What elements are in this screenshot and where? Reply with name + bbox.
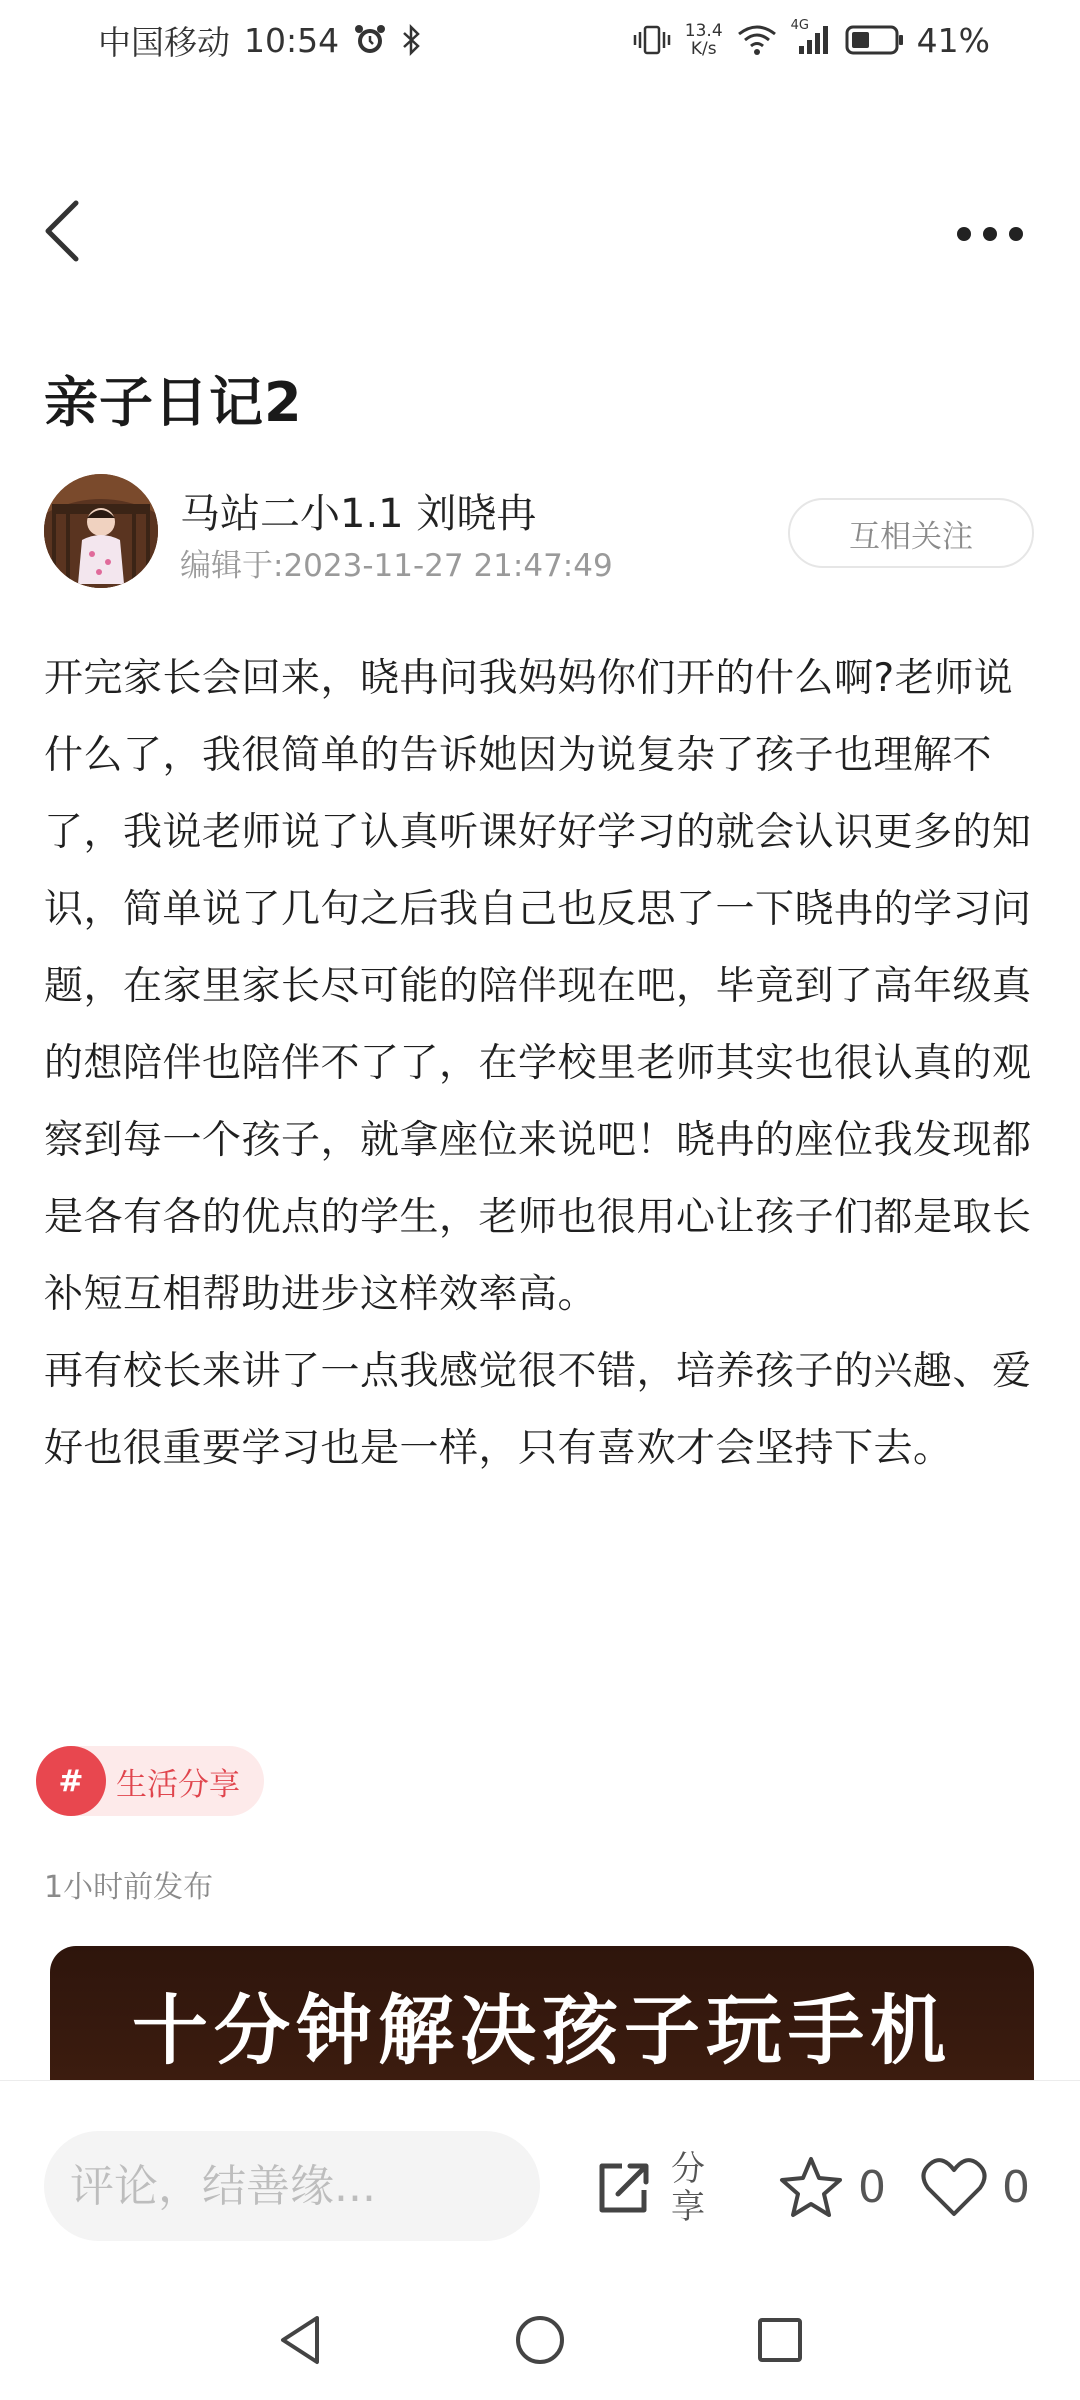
- share-icon: [594, 2158, 654, 2218]
- back-button[interactable]: [32, 196, 92, 266]
- follow-button[interactable]: 互相关注: [788, 498, 1034, 568]
- status-left: [98, 17, 423, 64]
- hashtag-icon: #: [36, 1746, 106, 1816]
- edit-time: 编辑于:2023-11-27 21:47:49: [180, 548, 613, 584]
- clock: 10:54: [244, 20, 340, 60]
- post-paragraph: 开完家长会回来，晓冉问我妈妈你们开的什么啊?老师说什么了，我很简单的告诉她因为说复杂了孩子也理解不了，我说老师说了认真听课好好学习的就会认识更多的知识，简单说了几句之后我自己也反思了一下晓冉的学习问题，在家里家长尽可能的陪伴现在吧，毕竟到了高年级真的想陪伴也陪伴不了了，在学校里老师其实也很认真的观察到每一个孩子，就拿座位来说吧！晓冉的座位我发现都是各有各的优点的学生，老师也很用心让孩子们都是取长补短互相帮助进步这样效率高。: [44, 656, 1032, 1317]
- status-right: [633, 18, 990, 60]
- system-back-button[interactable]: [260, 2300, 340, 2380]
- battery-percent: 41%: [916, 20, 990, 60]
- favorite-button[interactable]: [778, 2147, 886, 2227]
- alarm-icon: [353, 23, 387, 57]
- more-dots-icon: [983, 227, 997, 241]
- star-icon: [778, 2155, 844, 2219]
- topic-tag[interactable]: [36, 1746, 264, 1816]
- favorite-count: 0: [858, 2161, 886, 2213]
- author-row: [44, 474, 1034, 592]
- battery-icon: [845, 24, 905, 56]
- more-dots-icon: [957, 227, 971, 241]
- system-nav-bar: [0, 2280, 1080, 2400]
- more-dots-icon: [1009, 227, 1023, 241]
- post-title: 亲子日记2: [44, 371, 303, 434]
- vibrate-icon: [633, 23, 671, 57]
- video-banner[interactable]: [50, 1946, 1034, 2080]
- like-count: 0: [1002, 2161, 1030, 2213]
- author-name[interactable]: 马站二小1.1 刘晓冉: [180, 491, 537, 537]
- publish-time: 1小时前发布: [44, 1870, 214, 1905]
- more-button[interactable]: [940, 204, 1040, 264]
- video-caption: 十分钟解决孩子玩手机: [132, 1986, 952, 2075]
- status-bar: [0, 0, 1080, 80]
- share-label: 分享: [671, 2149, 705, 2227]
- network-type: 4G: [790, 18, 809, 33]
- net-speed-unit: K/s: [690, 39, 717, 59]
- carrier-label: 中国移动: [98, 22, 230, 62]
- system-home-button[interactable]: [500, 2300, 580, 2380]
- topic-tag-label: 生活分享: [116, 1766, 240, 1803]
- heart-icon: [920, 2156, 988, 2218]
- like-button[interactable]: [920, 2147, 1030, 2227]
- system-recents-button[interactable]: [740, 2300, 820, 2380]
- chevron-left-icon: [42, 199, 82, 263]
- avatar[interactable]: [44, 474, 158, 588]
- bluetooth-icon: [401, 23, 423, 57]
- bottom-action-bar: [0, 2080, 1080, 2280]
- battery-indicator: [845, 21, 990, 60]
- net-speed: [685, 22, 723, 58]
- post-paragraph: 再有校长来讲了一点我感觉很不错，培养孩子的兴趣、爱好也很重要学习也是一样，只有喜欢才会坚持下去。: [44, 1349, 1032, 1471]
- circle-home-icon: [513, 2313, 567, 2367]
- comment-input[interactable]: [44, 2131, 540, 2241]
- cellular-signal-icon: [790, 18, 831, 56]
- top-nav: [0, 180, 1080, 280]
- triangle-back-icon: [275, 2313, 325, 2367]
- net-speed-value: 13.4: [684, 21, 723, 41]
- share-button[interactable]: [594, 2133, 708, 2243]
- post-body: [44, 640, 1034, 1487]
- wifi-icon: [737, 24, 777, 56]
- square-recents-icon: [755, 2315, 805, 2365]
